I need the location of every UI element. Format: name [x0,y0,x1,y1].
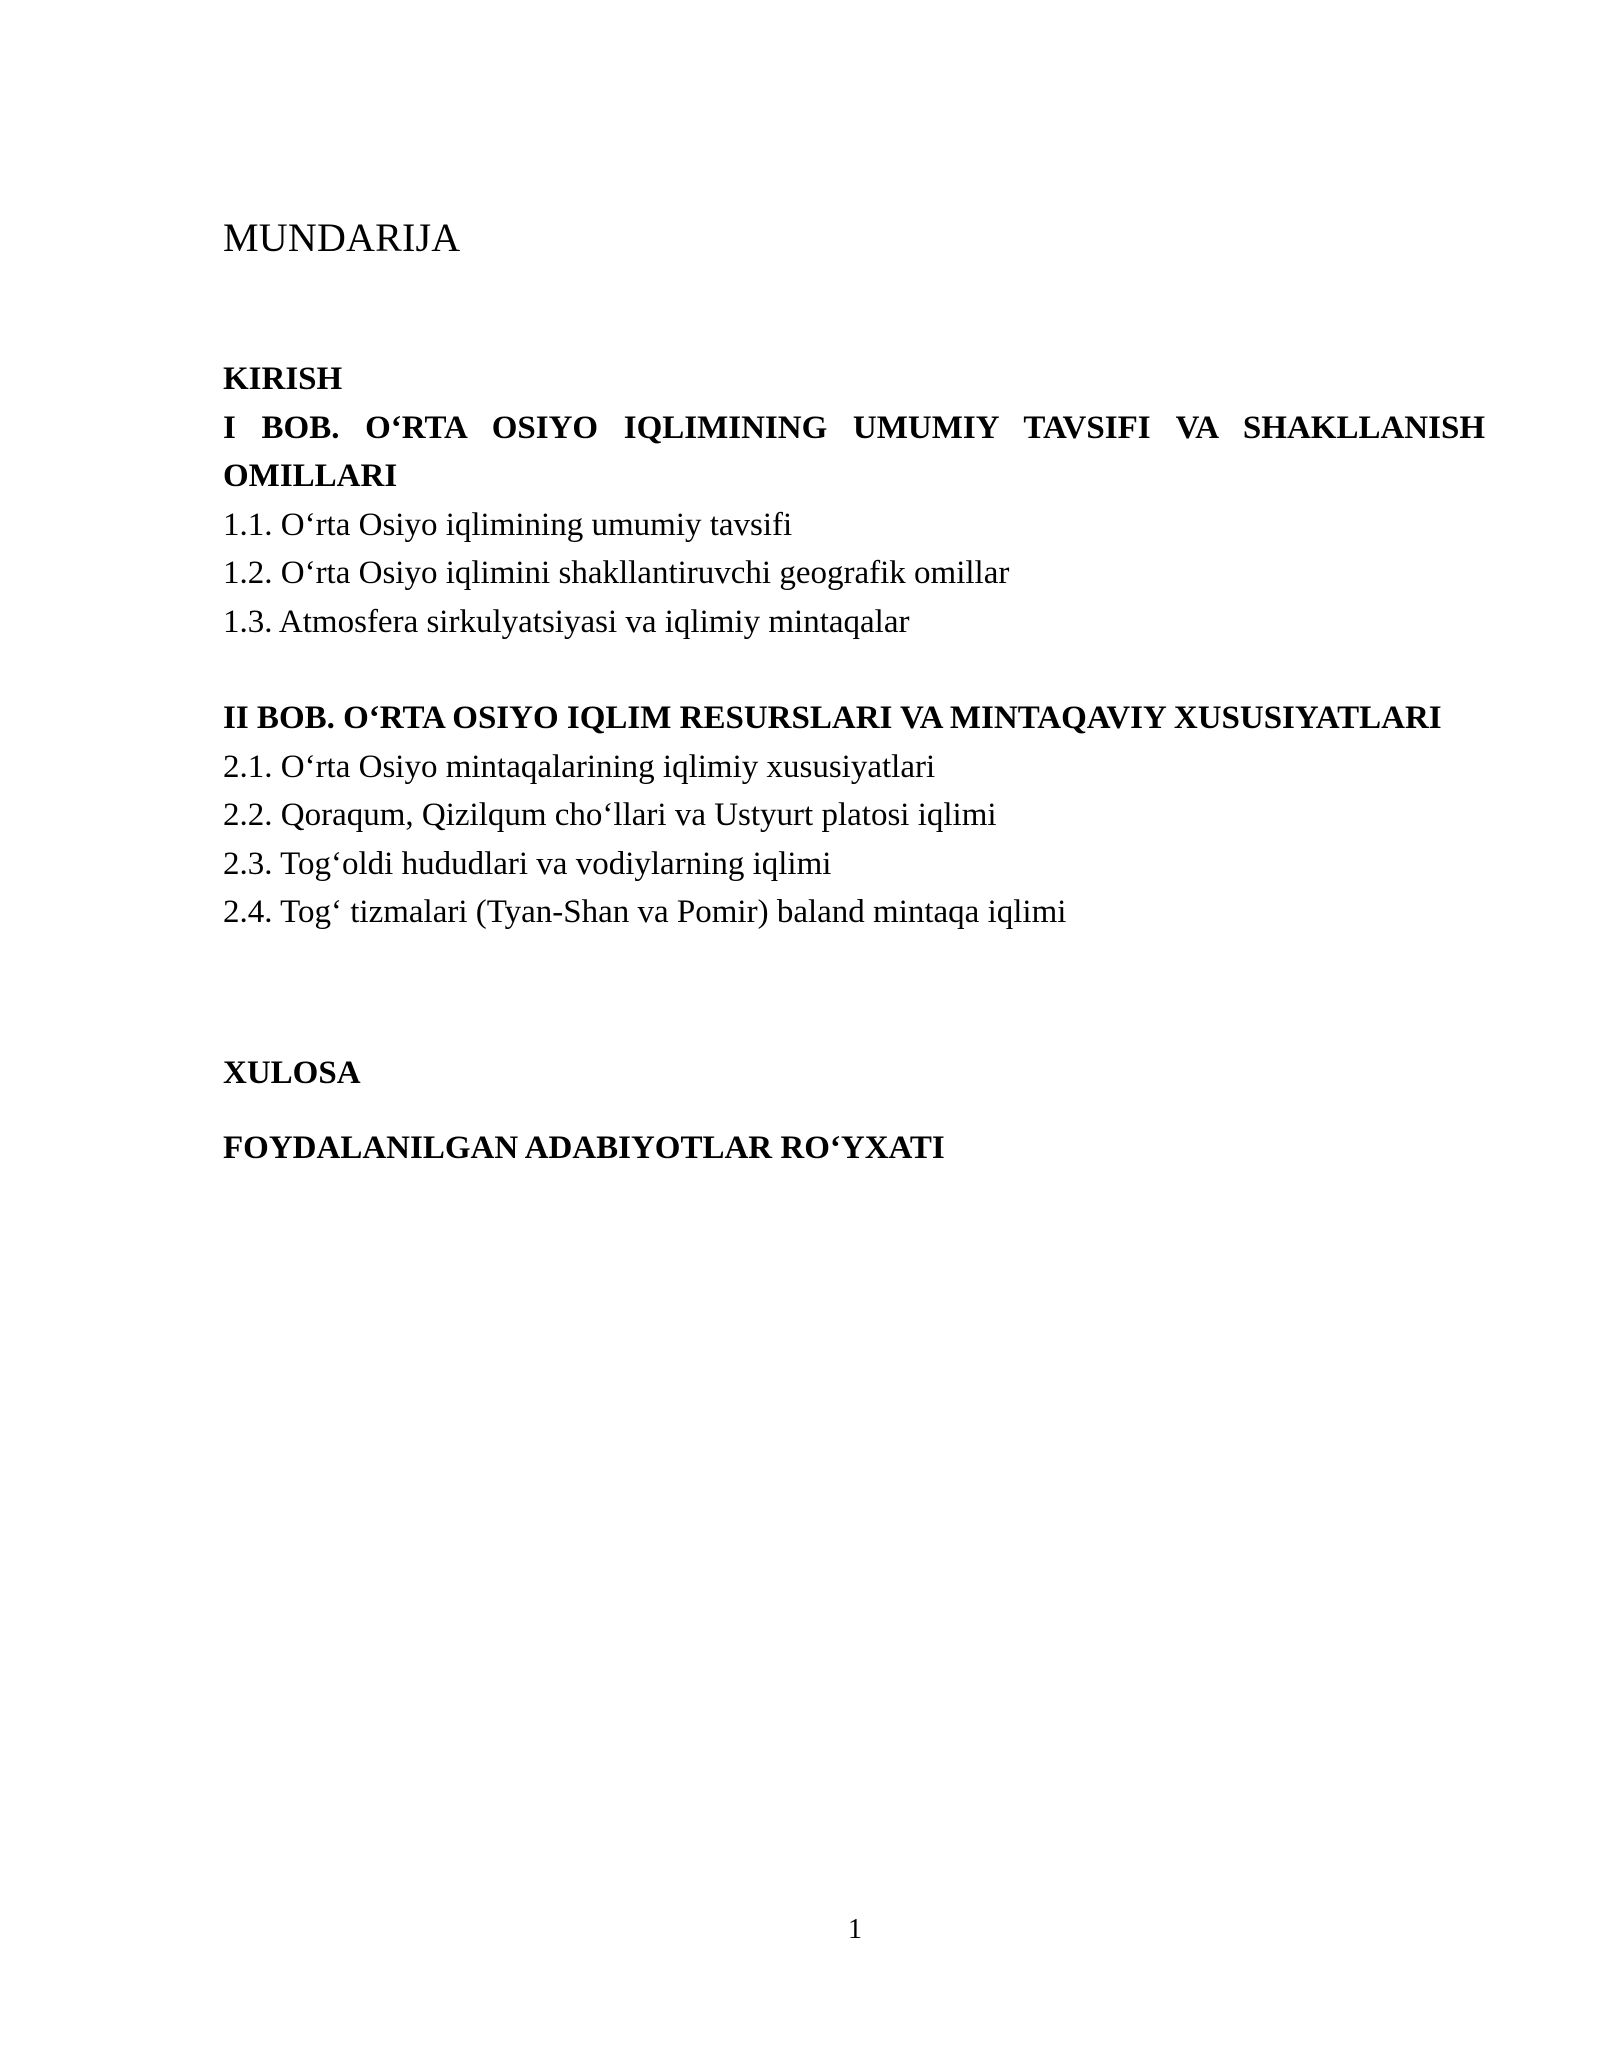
toc-intro-section [223,355,1485,646]
toc-title: MUNDARIJA [223,215,461,260]
toc-item-2-2: 2.2. Qoraqum, Qizilqum cho‘llari va Ustyurt platosi iqlimi [223,797,997,833]
toc-chapter1-heading: I BOB. O‘RTA OSIYO IQLIMINING UMUMIY TAVSIFI VA SHAKLLANISH OMILLARI [223,409,1485,494]
toc-chapter2-heading: II BOB. O‘RTA OSIYO IQLIM RESURSLARI VA MINTAQAVIY XUSUSIYATLARI [223,700,1442,736]
toc-item-2-3: 2.3. Tog‘oldi hududlari va vodiylarning iqlimi [223,845,832,882]
toc-item-1-2: 1.2. O‘rta Osiyo iqlimini shakllantiruvchi geografik omillar [223,555,1010,591]
toc-conclusion-heading: XULOSA [223,1055,361,1091]
toc-item-2-4: 2.4. Tog‘ tizmalari (Tyan-Shan va Pomir) baland mintaqa iqlimi [223,894,1067,930]
toc-item-1-1: 1.1. O‘rta Osiyo iqlimining umumiy tavsifi [223,506,793,543]
page-number: 1 [848,1914,862,1945]
toc-item-2-1: 2.1. O‘rta Osiyo mintaqalarining iqlimiy xususiyatlari [223,748,936,785]
toc-chapter2-section [223,694,1485,937]
toc-conclusion-section [223,1049,1485,1098]
toc-references-heading: FOYDALANILGAN ADABIYOTLAR RO‘YXATI [223,1130,945,1166]
toc-item-1-3: 1.3. Atmosfera sirkulyatsiyasi va iqlimiy mintaqalar [223,603,910,640]
toc-references-section [223,1124,1485,1173]
toc-intro-heading: KIRISH [223,361,343,397]
